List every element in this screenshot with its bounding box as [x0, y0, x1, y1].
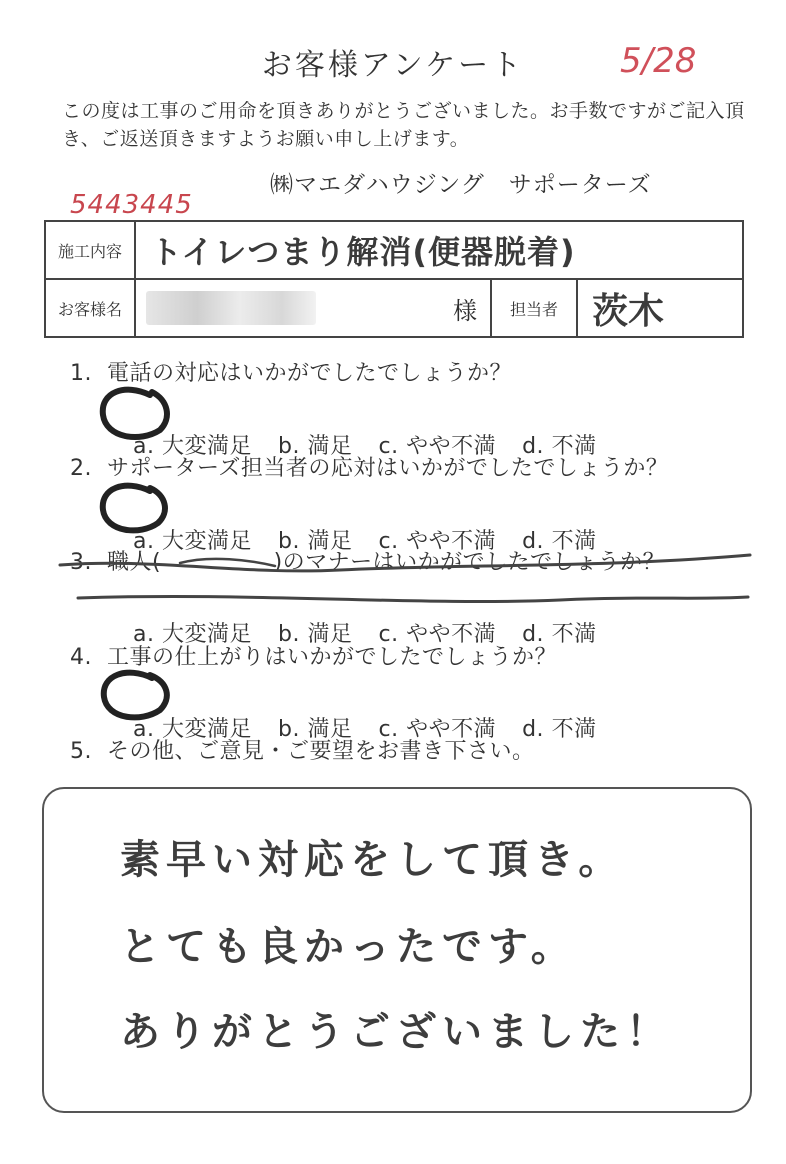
option-a[interactable]: a. 大変満足: [133, 717, 252, 742]
option-b[interactable]: b. 満足: [278, 434, 353, 459]
question-number: 5.: [70, 739, 92, 764]
option-a[interactable]: a. 大変満足: [133, 622, 252, 647]
comment-line-3: ありがとうございました！: [120, 1009, 672, 1055]
comment-line-2: とても良かったです。: [120, 924, 577, 970]
option-b[interactable]: b. 満足: [278, 622, 353, 647]
question-number: 1.: [70, 361, 92, 386]
customer-label: お客様名: [45, 279, 135, 337]
strike-q3-question: [60, 555, 750, 571]
comment-line-1: 素早い対応をして頂き。: [120, 837, 625, 883]
option-d[interactable]: d. 不満: [522, 622, 597, 647]
option-b[interactable]: b. 満足: [278, 717, 353, 742]
company-name: ㈱マエダハウジング サポーターズ: [270, 172, 652, 198]
option-a[interactable]: a. 大変満足: [133, 529, 252, 554]
option-b[interactable]: b. 満足: [278, 529, 353, 554]
option-c[interactable]: c. やや不満: [378, 622, 497, 647]
option-c[interactable]: c. やや不満: [378, 434, 497, 459]
question-text: 電話の対応はいかがでしたでしょうか？: [107, 361, 513, 386]
answer-circle-q1: [103, 390, 167, 437]
question-text: 工事の仕上がりはいかがでしたでしょうか？: [107, 645, 558, 670]
question-text: サポーターズ担当者の応対はいかがでしたでしょうか？: [107, 456, 669, 481]
option-a[interactable]: a. 大変満足: [133, 434, 252, 459]
date-text: 5/28: [620, 41, 697, 81]
option-c[interactable]: c. やや不満: [378, 717, 497, 742]
question-number: 3.: [70, 550, 92, 575]
question-text: 職人( )のマナーはいかがでしたでしょうか？: [107, 550, 666, 575]
question-text: その他、ご意見・ご要望をお書き下さい。: [107, 739, 535, 764]
handwritten-number: 5443445: [70, 190, 193, 220]
option-d[interactable]: d. 不満: [522, 717, 597, 742]
strike-q3-answers: [78, 596, 748, 601]
option-c[interactable]: c. やや不満: [378, 529, 497, 554]
survey-title: お客様アンケート: [261, 48, 525, 83]
answer-circle-q2: [103, 486, 165, 531]
customer-suffix: 様: [440, 279, 491, 337]
question-number: 2.: [70, 456, 92, 481]
question-number: 4.: [70, 645, 92, 670]
work-value[interactable]: トイレつまり解消(便器脱着): [135, 221, 743, 279]
option-d[interactable]: d. 不満: [522, 434, 597, 459]
option-d[interactable]: d. 不満: [522, 529, 597, 554]
staff-label: 担当者: [491, 279, 577, 337]
staff-value[interactable]: 茨木: [577, 279, 743, 337]
work-label: 施工内容: [45, 221, 135, 279]
intro-text: この度は工事のご用命を頂きありがとうございました。お手数ですがご記入頂き、ご返送頂きますようお願い申し上げます。: [62, 100, 745, 150]
answer-circle-q4: [104, 673, 167, 718]
